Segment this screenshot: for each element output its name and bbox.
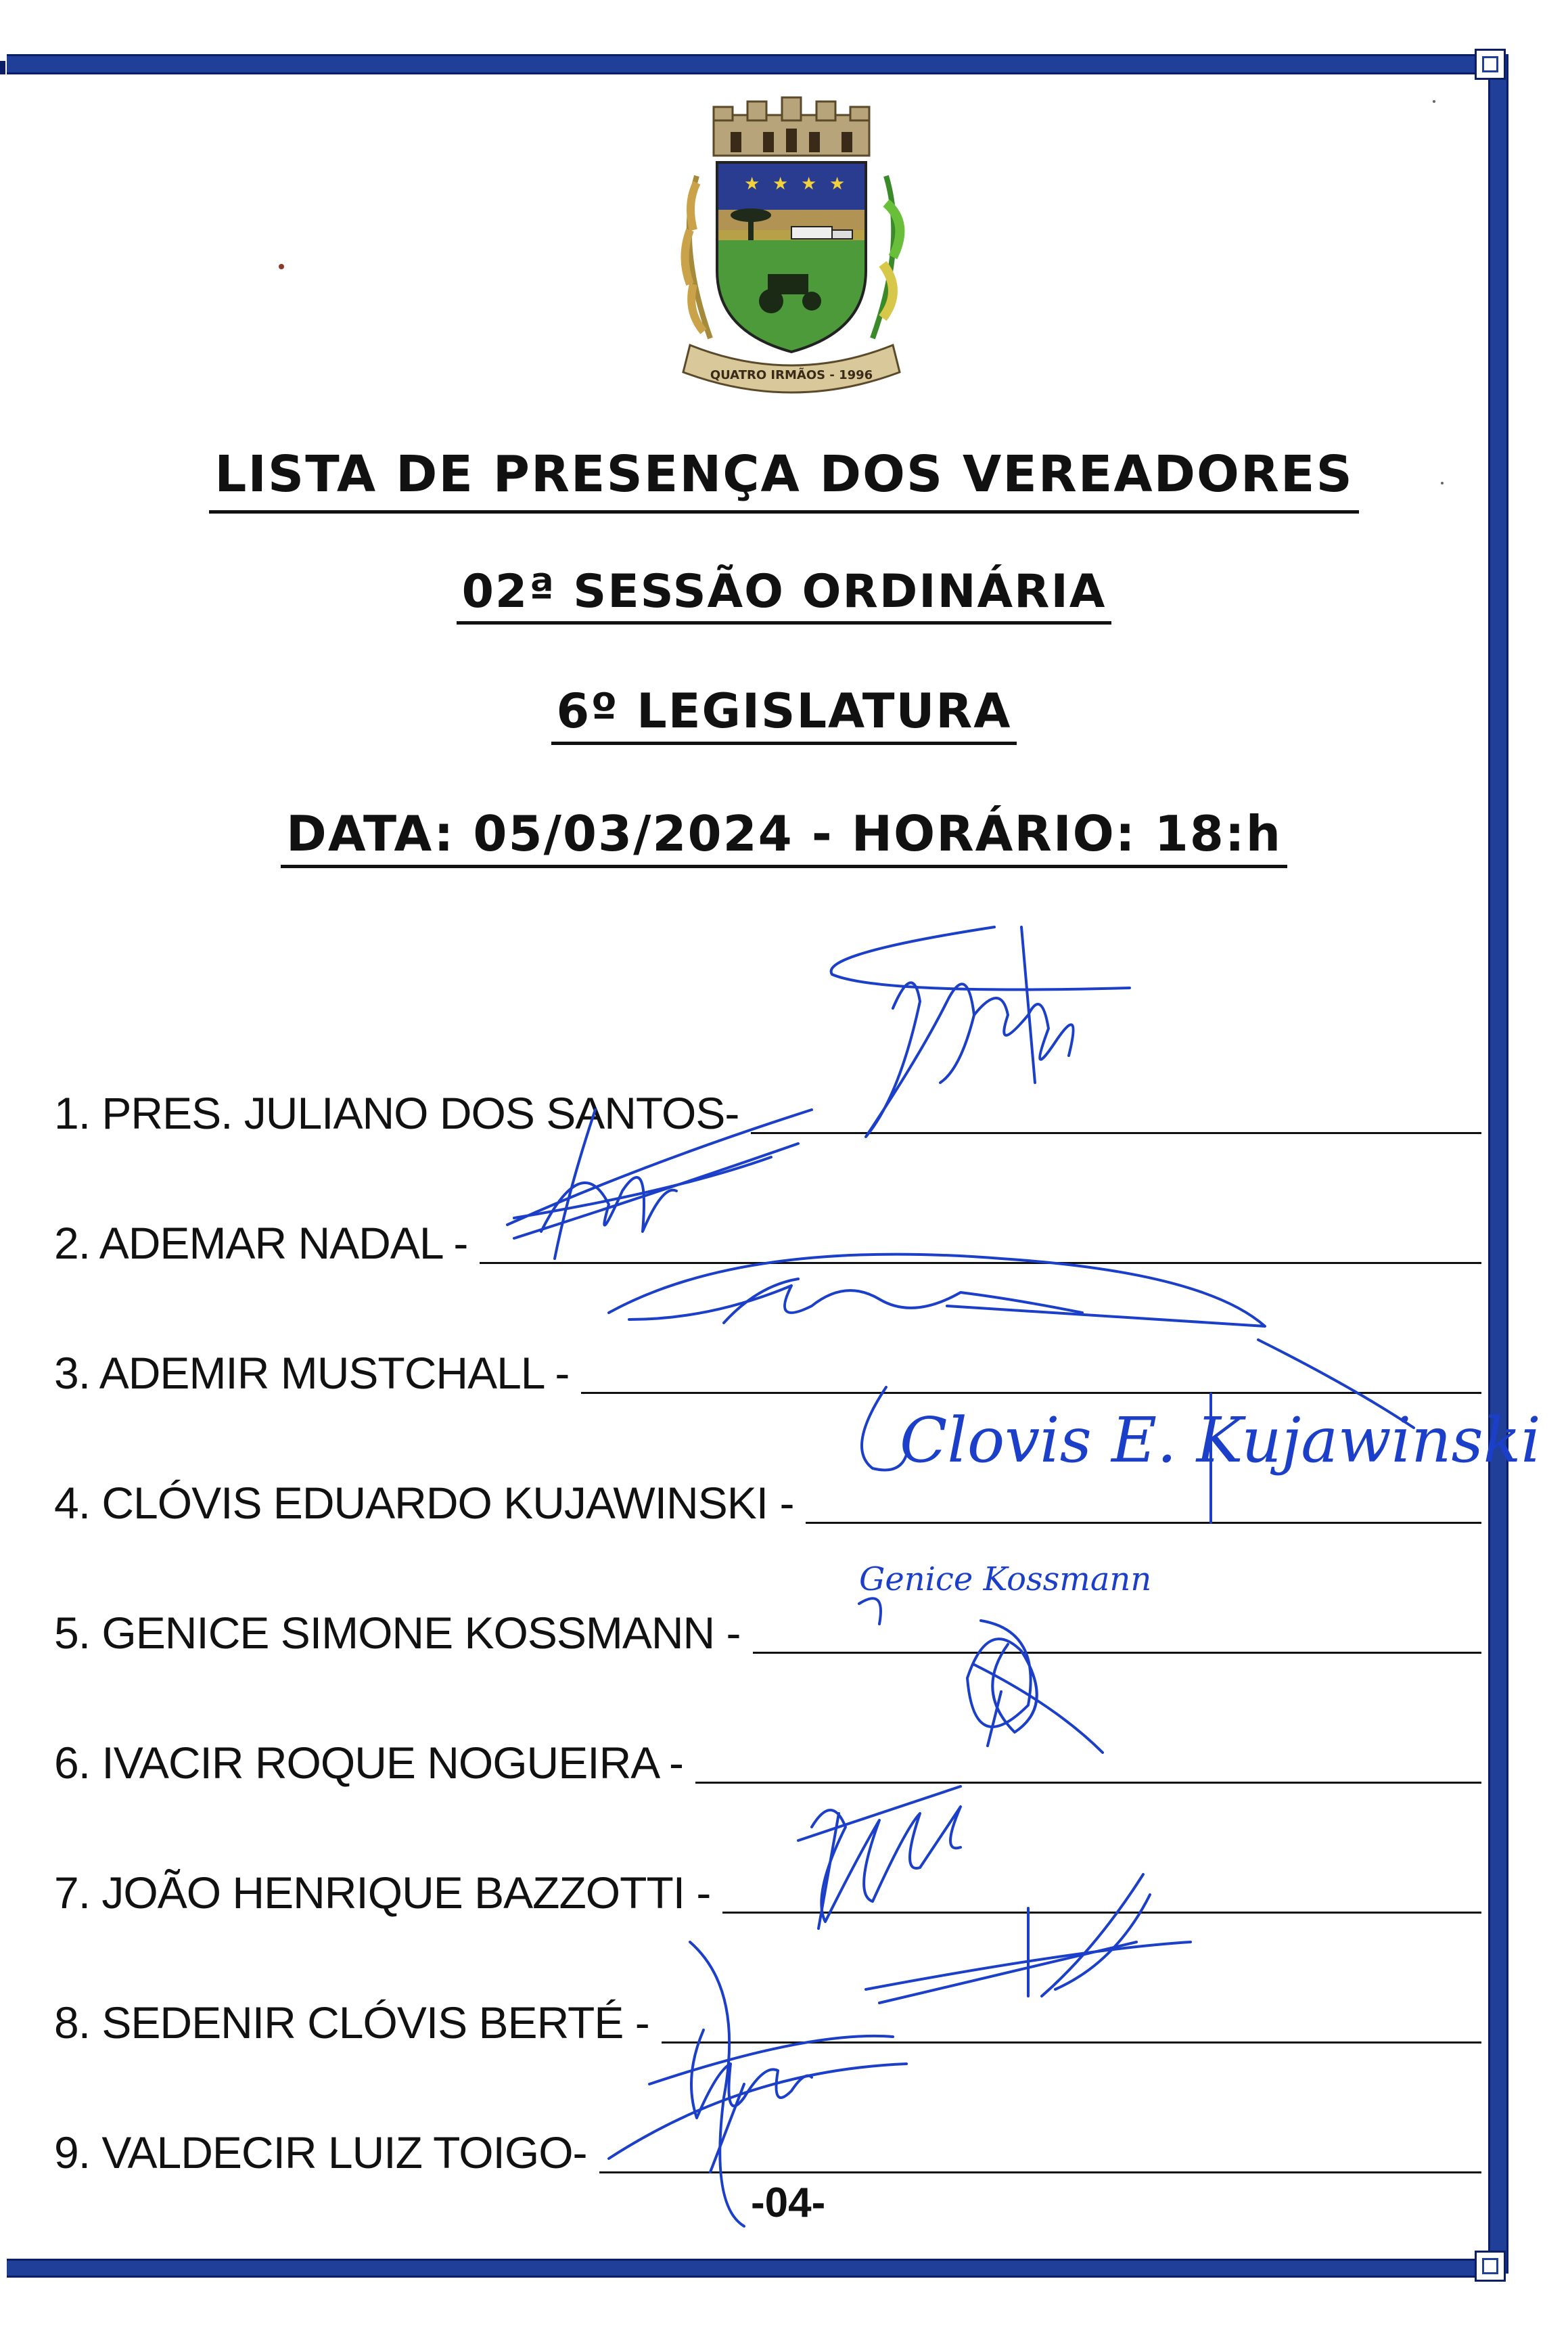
signature-line <box>480 1261 1481 1264</box>
signature-4-text: Clovis E. Kujawinski <box>900 1404 1541 1476</box>
session-name: 02ª SESSÃO ORDINÁRIA <box>457 565 1112 625</box>
attendance-list <box>54 1008 1481 2177</box>
councillor-name: 5. GENICE SIMONE KOSSMANN - <box>54 1608 741 1658</box>
list-item <box>54 1008 1481 1138</box>
signature-line <box>806 1521 1481 1524</box>
wheat-icon <box>685 176 711 338</box>
star-icon: ★ <box>801 173 817 194</box>
page-frame-bottom <box>7 2259 1502 2278</box>
date-time: DATA: 05/03/2024 - HORÁRIO: 18:h <box>281 805 1287 868</box>
list-item <box>54 1788 1481 1918</box>
page-frame-top <box>7 54 1502 74</box>
signature-line <box>662 2041 1481 2044</box>
star-icon: ★ <box>744 173 760 194</box>
list-item <box>54 1138 1481 1268</box>
page-frame-right <box>1488 54 1508 2274</box>
page-frame-left-tick <box>0 61 5 74</box>
list-item <box>54 1398 1481 1528</box>
crest-ribbon-text: QUATRO IRMÃOS - 1996 <box>710 368 873 382</box>
municipal-coat-of-arms <box>649 95 933 406</box>
signature-line <box>753 1651 1482 1654</box>
signature-line <box>751 1131 1481 1134</box>
councillor-name: 7. JOÃO HENRIQUE BAZZOTTI - <box>54 1868 711 1918</box>
legislature-row <box>0 683 1568 745</box>
councillor-name: 8. SEDENIR CLÓVIS BERTÉ - <box>54 1997 649 2048</box>
councillor-name: 9. VALDECIR LUIZ TOIGO- <box>54 2127 587 2177</box>
list-item <box>54 1528 1481 1658</box>
councillor-name: 6. IVACIR ROQUE NOGUEIRA - <box>54 1738 683 1788</box>
document-title-row <box>0 445 1568 514</box>
councillor-name: 1. PRES. JULIANO DOS SANTOS- <box>54 1088 739 1138</box>
scan-speck <box>279 264 284 269</box>
councillor-name: 4. CLÓVIS EDUARDO KUJAWINSKI - <box>54 1478 794 1528</box>
signature-line <box>695 1781 1481 1784</box>
signature-line <box>599 2171 1481 2173</box>
councillor-name: 3. ADEMIR MUSTCHALL - <box>54 1348 570 1398</box>
crown-icon <box>714 97 869 156</box>
star-icon: ★ <box>773 173 789 194</box>
list-item <box>54 2048 1481 2177</box>
councillor-name: 2. ADEMAR NADAL - <box>54 1218 468 1268</box>
session-row <box>0 565 1568 625</box>
frame-corner-bottom-right <box>1475 2251 1506 2282</box>
page-number: -04- <box>751 2180 826 2226</box>
document-title: LISTA DE PRESENÇA DOS VEREADORES <box>209 445 1359 514</box>
date-time-row <box>0 805 1568 868</box>
list-item <box>54 1268 1481 1398</box>
scan-speck <box>1433 100 1435 103</box>
signature-line <box>581 1391 1481 1394</box>
list-item <box>54 1658 1481 1788</box>
corn-icon <box>873 176 900 338</box>
signature-5-text: Genice Kossmann <box>859 1560 1152 1598</box>
list-item <box>54 1918 1481 2048</box>
star-icon: ★ <box>829 173 846 194</box>
frame-corner-top-right <box>1475 49 1506 80</box>
legislature-name: 6º LEGISLATURA <box>551 683 1017 745</box>
signature-line <box>722 1911 1481 1914</box>
